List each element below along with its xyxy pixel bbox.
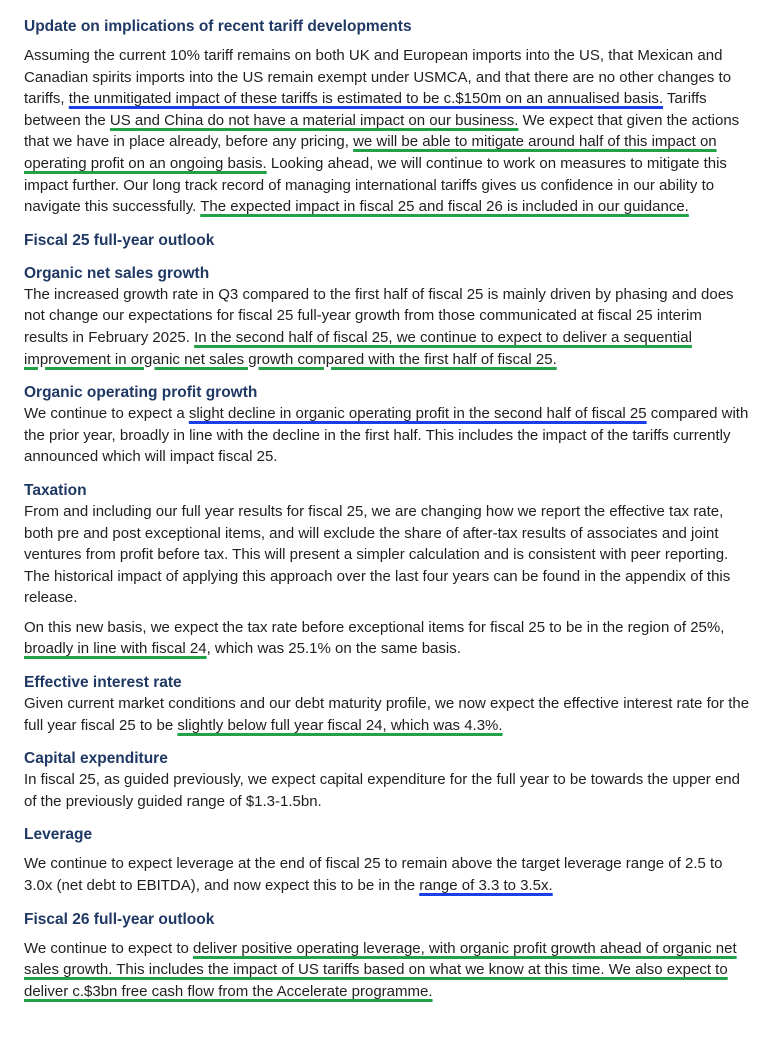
highlight-green: slightly below full year fiscal 24, which was 4.3%. xyxy=(177,716,503,734)
text: The increased growth rate in Q3 compared to the first half of fiscal 25 is mainly driven by phasing and does not change our expectations for fiscal 25 full-year growth from those communicated at fiscal 25 interim results in February 2025. xyxy=(24,285,734,346)
heading-organic-net-sales: Organic net sales growth xyxy=(24,264,210,282)
paragraph-taxation-basis xyxy=(24,617,750,660)
paragraph-taxation: From and including our full year results for fiscal 25, we are changing how we report the effective tax rate, both pre and post exceptional items, and will exclude the share of after-tax results of associates and joint ventures from profit before tax. This will present a simpler calculation and is consistent with peer reporting. The historical impact of applying this approach over the last four years can be found in the appendix of this release. xyxy=(24,502,731,607)
text: Given current market conditions and our debt maturity profile, we now expect the effective interest rate for the full year fiscal 25 to be xyxy=(24,695,750,734)
paragraph-tariff-update xyxy=(24,45,750,218)
paragraph-leverage xyxy=(24,853,750,896)
text: We expect that given the actions that we have in place already, before any pricing, xyxy=(24,111,740,151)
heading-taxation: Taxation xyxy=(24,481,87,499)
heading-organic-operating-profit: Organic operating profit growth xyxy=(24,384,258,402)
heading-fiscal25-outlook: Fiscal 25 full-year outlook xyxy=(24,231,215,249)
heading-fiscal26-outlook: Fiscal 26 full-year outlook xyxy=(24,910,215,928)
highlight-green: US and China do not have a material impact on our business. xyxy=(109,111,519,129)
highlight-green: broadly in line with fiscal 24 xyxy=(24,640,207,658)
paragraph-organic-net-sales xyxy=(24,284,750,370)
highlight-green: deliver positive operating leverage, with organic profit growth ahead of organic net sales growth. This includes the impact of US tariffs based on what we know at this time. We also expect to deliver c.$3bn free cash flow from the Accelerate programme. xyxy=(24,939,737,1000)
highlight-blue: slight decline in organic operating profit in the second half of fiscal 25 xyxy=(188,405,647,423)
highlight-green: The expected impact in fiscal 25 and fiscal 26 is included in our guidance. xyxy=(200,198,689,216)
highlight-green: In the second half of fiscal 25, we continue to expect to deliver a sequential improvement in organic net sales growth compared with the first half of fiscal 25. xyxy=(24,328,692,368)
highlight-blue: range of 3.3 to 3.5x. xyxy=(419,877,553,895)
text: We continue to expect to xyxy=(24,939,193,957)
text: We continue to expect a xyxy=(24,405,189,423)
text: We continue to expect leverage at the end of fiscal 25 to remain above the target leverage range of 2.5 to 3.0x (net debt to EBITDA), and now expect this to be in the xyxy=(24,855,723,895)
text: , which was 25.1% on the same basis. xyxy=(206,640,461,658)
text: Assuming the current 10% tariff remains on both UK and European imports into the US, that Mexican and Canadian spirits imports into the US remain exempt under USMCA, and that there are no other changes to tariffs, xyxy=(24,47,732,108)
highlight-green: we will be able to mitigate around half of this impact on operating profit on an ongoing basis. xyxy=(24,133,717,172)
paragraph-capital-expenditure: In fiscal 25, as guided previously, we expect capital expenditure for the full year to be towards the upper end of the previously guided range of $1.3-1.5bn. xyxy=(24,771,740,810)
heading-tariff-update: Update on implications of recent tariff developments xyxy=(24,18,412,35)
highlight-blue: the unmitigated impact of these tariffs is estimated to be c.$150m on an annualised basis. xyxy=(68,90,663,108)
heading-effective-interest-rate: Effective interest rate xyxy=(24,674,182,692)
paragraph-organic-operating-profit xyxy=(24,403,750,468)
text: Tariffs between the xyxy=(24,90,707,129)
text: On this new basis, we expect the tax rate before exceptional items for fiscal 25 to be in the region of 25%, xyxy=(24,618,725,636)
heading-leverage: Leverage xyxy=(24,826,93,844)
paragraph-fiscal26-outlook xyxy=(24,938,750,1003)
text: compared with the prior year, broadly in line with the decline in the first half. This includes the impact of the tariffs currently announced which will impact fiscal 25. xyxy=(24,405,749,466)
text: Looking ahead, we will continue to work on measures to mitigate this impact further. Our long track record of managing international tariffs gives us confidence in our ability to navigate this successfully. xyxy=(24,154,727,216)
heading-capital-expenditure: Capital expenditure xyxy=(24,750,168,768)
paragraph-effective-interest-rate xyxy=(24,693,750,736)
